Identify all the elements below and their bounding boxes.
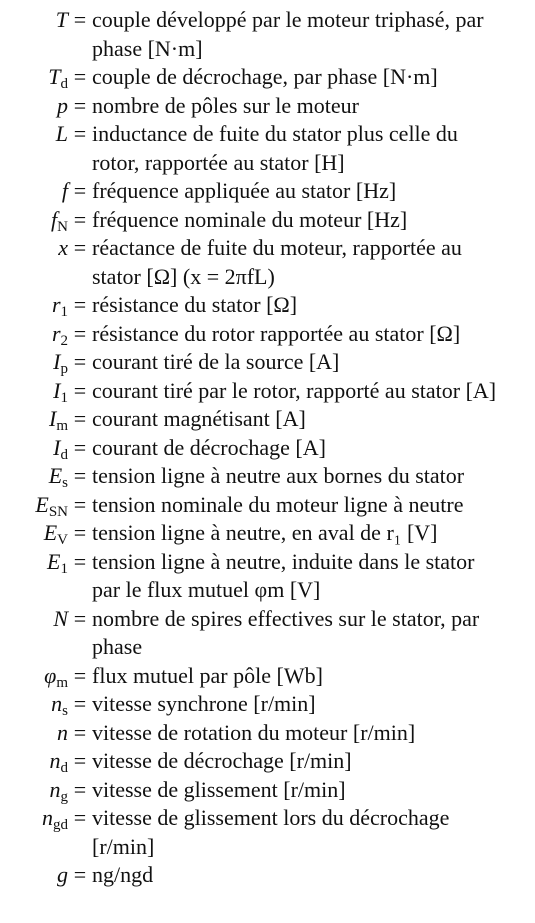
definition-text	[92, 6, 528, 63]
definition-line: par le flux mutuel φm [V]	[92, 577, 321, 602]
symbol-base: n	[49, 748, 61, 773]
equals-sign: =	[73, 64, 87, 89]
definition-line: stator [Ω] (x = 2πfL)	[92, 263, 275, 289]
definition-text	[92, 434, 528, 463]
symbol	[0, 776, 68, 804]
symbol	[0, 405, 68, 433]
definition-text	[92, 519, 528, 548]
symbol-base: I	[49, 406, 57, 431]
definition-line: nombre de spires effectives sur le stator, par	[92, 605, 480, 631]
definition-line: nombre de pôles sur le moteur	[92, 92, 359, 118]
symbol	[0, 234, 68, 262]
definition-text	[92, 548, 528, 605]
symbol	[0, 320, 68, 348]
definition-row	[0, 6, 535, 63]
definition-row	[0, 690, 535, 719]
definition-line: courant tiré par le rotor, rapporté au stator [A]	[92, 377, 497, 403]
definition-text	[92, 177, 528, 206]
definition-text	[92, 462, 528, 491]
symbol-base: I	[53, 434, 61, 460]
symbol	[0, 434, 68, 462]
equals-sign: =	[73, 121, 87, 146]
definition-row	[0, 519, 535, 548]
symbol-subscript: N	[57, 218, 68, 235]
definition-line: flux mutuel par pôle [Wb]	[92, 662, 323, 688]
equals-sign: =	[73, 92, 87, 118]
symbol-subscript: m	[56, 418, 68, 434]
symbol-subscript: p	[60, 361, 68, 377]
equals-sign: =	[73, 520, 87, 545]
definition-text	[92, 662, 528, 691]
symbol	[0, 291, 68, 319]
equals-sign: =	[73, 434, 87, 460]
symbol	[0, 747, 68, 775]
definition-row	[0, 462, 535, 491]
definition-line: résistance du stator [Ω]	[92, 292, 298, 317]
definition-line: vitesse de rotation du moteur [r/min]	[92, 719, 416, 745]
definition-row	[0, 405, 535, 434]
definition-row	[0, 348, 535, 377]
definition-line: [r/min]	[92, 833, 155, 859]
equals-sign: =	[73, 548, 87, 574]
definition-row	[0, 92, 535, 121]
equals-sign: =	[73, 235, 87, 260]
equals-sign: =	[73, 377, 87, 403]
symbol-base: E	[47, 548, 61, 574]
symbol	[0, 491, 68, 519]
definition-row	[0, 491, 535, 520]
symbol	[0, 348, 68, 376]
definition-text	[92, 234, 528, 291]
symbol	[0, 120, 68, 148]
definition-text	[92, 690, 528, 719]
equals-sign: =	[73, 406, 87, 431]
definition-line: réactance de fuite du moteur, rapportée au	[92, 235, 462, 260]
symbol-subscript: d	[60, 760, 68, 776]
definition-row	[0, 206, 535, 235]
definition-text	[92, 776, 528, 805]
symbol-base: I	[53, 349, 61, 374]
definition-row	[0, 605, 535, 662]
symbol-subscript: SN	[48, 503, 68, 520]
definition-line: tension nominale du moteur ligne à neutre	[92, 491, 464, 517]
definition-line: tension ligne à neutre aux bornes du stator	[92, 463, 465, 488]
definition-row	[0, 177, 535, 206]
symbol-base: f	[61, 178, 68, 203]
symbol-base: n	[51, 691, 63, 716]
equals-sign: =	[73, 320, 87, 346]
definition-row	[0, 662, 535, 691]
symbol-subscript: 2	[60, 332, 68, 349]
definition-row	[0, 377, 535, 406]
symbol-base: n	[42, 805, 53, 830]
definition-row	[0, 434, 535, 463]
equals-sign: =	[73, 805, 87, 830]
equals-sign: =	[73, 605, 87, 631]
symbol-subscript: gd	[53, 817, 68, 833]
symbol-subscript: 1	[60, 560, 68, 577]
definition-line: inductance de fuite du stator plus celle du	[92, 121, 458, 146]
equals-sign: =	[73, 862, 87, 887]
symbol	[0, 804, 68, 832]
definition-line: vitesse de décrochage [r/min]	[92, 748, 352, 773]
symbol-base: n	[57, 719, 68, 745]
definition-row	[0, 719, 535, 748]
symbol-subscript: g	[60, 788, 68, 805]
symbol	[0, 462, 68, 490]
equals-sign: =	[73, 349, 87, 374]
definition-row	[0, 320, 535, 349]
symbol-subscript: s	[62, 475, 68, 491]
definition-row	[0, 63, 535, 92]
definition-line: tension ligne à neutre, induite dans le stator	[92, 548, 475, 574]
definition-text	[92, 605, 528, 662]
symbol-subscript: 1	[60, 389, 68, 406]
symbol	[0, 662, 68, 690]
definition-line: phase [N·m]	[92, 35, 203, 61]
symbol-subscript: d	[60, 76, 68, 92]
symbol-base: E	[48, 463, 63, 488]
symbol-subscript: s	[62, 703, 68, 719]
definition-line: courant tiré de la source [A]	[92, 349, 340, 374]
definition-line: fréquence nominale du moteur [Hz]	[92, 206, 408, 232]
equals-sign: =	[73, 776, 87, 802]
definition-line: courant de décrochage [A]	[92, 434, 326, 460]
symbol-subscript: 1	[60, 304, 68, 320]
definition-line: fréquence appliquée au stator [Hz]	[92, 178, 397, 203]
symbol-base: φ	[44, 662, 57, 688]
equals-sign: =	[73, 7, 87, 32]
symbol-base: N	[53, 605, 68, 631]
definition-row	[0, 747, 535, 776]
definition-line: courant magnétisant [A]	[92, 406, 306, 431]
symbol	[0, 63, 68, 91]
symbol-base: f	[51, 206, 58, 232]
symbol-subscript: V	[57, 532, 68, 548]
definition-text	[92, 405, 528, 434]
symbol-base: g	[57, 862, 68, 887]
definition-text	[92, 291, 528, 320]
definition-text	[92, 63, 528, 92]
symbol-subscript: d	[60, 446, 68, 463]
definition-line: vitesse synchrone [r/min]	[92, 691, 316, 716]
definition-line: vitesse de glissement lors du décrochage	[92, 805, 450, 830]
symbol	[0, 861, 68, 889]
symbol-subscript: m	[56, 674, 68, 691]
definition-text	[92, 348, 528, 377]
equals-sign: =	[73, 719, 87, 745]
equals-sign: =	[73, 748, 87, 773]
definition-row	[0, 804, 535, 861]
symbol-base: r	[51, 320, 61, 346]
symbol-base: T	[55, 7, 68, 32]
symbol-base: n	[49, 776, 61, 802]
symbol-base: E	[43, 520, 58, 545]
symbol	[0, 548, 68, 576]
symbol-base: I	[53, 377, 61, 403]
symbol-base: r	[51, 292, 61, 317]
definition-text	[92, 491, 528, 520]
definition-text	[92, 92, 528, 121]
symbol	[0, 605, 68, 633]
definition-text	[92, 206, 528, 235]
symbol	[0, 690, 68, 718]
equals-sign: =	[73, 206, 87, 232]
symbol-base: E	[35, 491, 49, 517]
symbol	[0, 92, 68, 120]
symbol	[0, 377, 68, 405]
symbol	[0, 519, 68, 547]
symbol-base: L	[55, 121, 68, 146]
equals-sign: =	[73, 691, 87, 716]
definition-line: vitesse de glissement [r/min]	[92, 776, 346, 802]
equals-sign: =	[73, 178, 87, 203]
definition-row	[0, 776, 535, 805]
definition-line: rotor, rapportée au stator [H]	[92, 149, 345, 175]
symbol	[0, 6, 68, 34]
definition-line: tension ligne à neutre, en aval de r₁ [V]	[92, 520, 438, 545]
definition-line: ng/ngd	[92, 862, 154, 887]
definition-row	[0, 234, 535, 291]
definition-text	[92, 804, 528, 861]
symbol-base: x	[58, 235, 68, 260]
definition-row	[0, 120, 535, 177]
equals-sign: =	[73, 662, 87, 688]
symbol-base: p	[57, 92, 68, 118]
symbol	[0, 719, 68, 747]
equals-sign: =	[73, 463, 87, 488]
definition-line: couple de décrochage, par phase [N·m]	[92, 64, 438, 89]
definition-text	[92, 747, 528, 776]
definition-row	[0, 291, 535, 320]
definition-line: résistance du rotor rapportée au stator [Ω]	[92, 320, 461, 346]
equals-sign: =	[73, 491, 87, 517]
definition-text	[92, 120, 528, 177]
definition-row	[0, 548, 535, 605]
definition-text	[92, 320, 528, 349]
symbol-base: T	[48, 64, 61, 89]
definition-text	[92, 861, 528, 890]
equals-sign: =	[73, 292, 87, 317]
symbol	[0, 177, 68, 205]
definition-text	[92, 719, 528, 748]
definition-line: phase	[92, 634, 143, 659]
definition-line: couple développé par le moteur triphasé, par	[92, 7, 484, 32]
definition-text	[92, 377, 528, 406]
definition-row	[0, 861, 535, 890]
symbol	[0, 206, 68, 234]
